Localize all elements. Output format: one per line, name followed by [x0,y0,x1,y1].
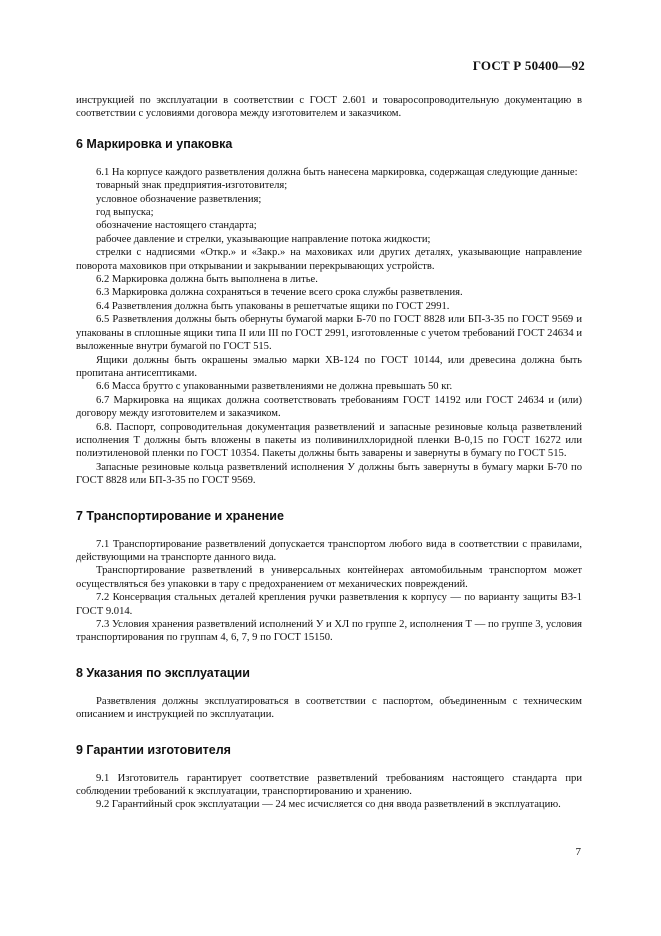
paragraph: 6.7 Маркировка на ящиках должна соответствовать требованиям ГОСТ 14192 или ГОСТ 24634 и (или) договору между изготовителем и заказчиком. [76,394,582,420]
paragraph: 6.2 Маркировка должна быть выполнена в литье. [96,274,318,286]
paragraph: 7.1 Транспортирование разветвлений допускается транспортом любого вида в соответствии с правилами, действующими на транспорте данного вида. [76,538,582,563]
section-heading: 6 Маркировка и упаковка [76,136,233,151]
list-item: обозначение настоящего стандарта; [96,220,257,232]
paragraph: Разветвления должны эксплуатироваться в соответствии с паспортом, объединенным с техническим описанием и инструкцией по эксплуатации. [76,695,582,721]
list-item: рабочее давление и стрелки, указывающие направление потока жидкости; [96,233,431,245]
paragraph: 9.1 Изготовитель гарантирует соответствие разветвлений требованиям настоящего стандарта при соблюдении требований к эксплуатации, транспортированию и хранению. [76,772,582,798]
list-item: год выпуска; [96,207,154,219]
list-item: товарный знак предприятия-изготовителя; [96,180,288,192]
list-item: условное обозначение разветвления; [96,193,262,205]
paragraph: Запасные резиновые кольца разветвлений исполнения У должны быть завернуты в бумагу марки Б-70 по ГОСТ 8828 или БП-3-35 по ГОСТ 9569. [76,461,582,487]
paragraph: 7.2 Консервация стальных деталей крепления ручки разветвления к корпусу — по варианту защиты ВЗ-1 ГОСТ 9.014. [76,592,582,617]
section-6 [76,137,582,488]
paragraph: Транспортирование разветвлений в универсальных контейнерах автомобильным транспортом может осуществляться без упаковки в тару с предохранением от механических повреждений. [76,565,582,590]
section-heading: 9 Гарантии изготовителя [76,742,231,757]
section-heading: 7 Транспортирование и хранение [76,508,284,523]
paragraph: 6.1 На корпусе каждого разветвления должна быть нанесена маркировка, содержащая следующие данные: [96,166,578,178]
section-7 [76,509,582,645]
paragraph: 7.3 Условия хранения разветвлений исполнений У и ХЛ по группе 2, исполнения Т — по группе 3, условия транспортирования по группам 4, 6, 7, 9 по ГОСТ 15150. [76,619,582,644]
paragraph: 9.2 Гарантийный срок эксплуатации — 24 мес исчисляется со дня ввода разветвлений в эксплуатацию. [96,799,561,811]
page-content [76,94,582,812]
paragraph: 6.8. Паспорт, сопроводительная документация разветвлений и запасные резиновые кольца разветвлений исполнения Т должны быть вложены в пакеты из поливинилхлоридной пленки В-0,15 по ГОСТ 16272 или полиэтиленовой пленки по ГОСТ 10354. Пакеты должны быть заварены и завернуты в бумагу по ГОСТ 515. [76,421,582,460]
paragraph: 6.3 Маркировка должна сохраняться в течение всего срока службы разветвления. [96,287,463,299]
paragraph: 6.6 Масса брутто с упакованными разветвлениями не должна превышать 50 кг. [96,381,453,393]
intro-paragraph: инструкцией по эксплуатации в соответствии с ГОСТ 2.601 и товаросопроводительную документацию в соответствии с условиями договора между изготовителем и заказчиком. [76,95,582,120]
section-heading: 8 Указания по эксплуатации [76,665,250,680]
list-item: стрелки с надписями «Откр.» и «Закр.» на маховиках или других деталях, указывающие направление поворота маховиков при открывании и закрывании перекрывающих устройств. [76,247,582,272]
paragraph: 6.5 Разветвления должны быть обернуты бумагой марки Б-70 по ГОСТ 8828 или БП-3-35 по ГОСТ 9569 и упакованы в сплошные ящики типа II или III по ГОСТ 2991, изготовленные с учетом требований ГОСТ 24634 и выложенные внутри бумагой по ГОСТ 515. [76,314,582,353]
document-code: ГОСТ Р 50400—92 [472,58,585,73]
section-8 [76,666,582,722]
page-number: 7 [575,846,581,858]
paragraph: Ящики должны быть окрашены эмалью марки ХВ-124 по ГОСТ 10144, или древесина должна быть пропитана антисептиками. [76,354,582,379]
paragraph: 6.4 Разветвления должна быть упакованы в решетчатые ящики по ГОСТ 2991. [96,300,450,312]
section-9 [76,743,582,812]
